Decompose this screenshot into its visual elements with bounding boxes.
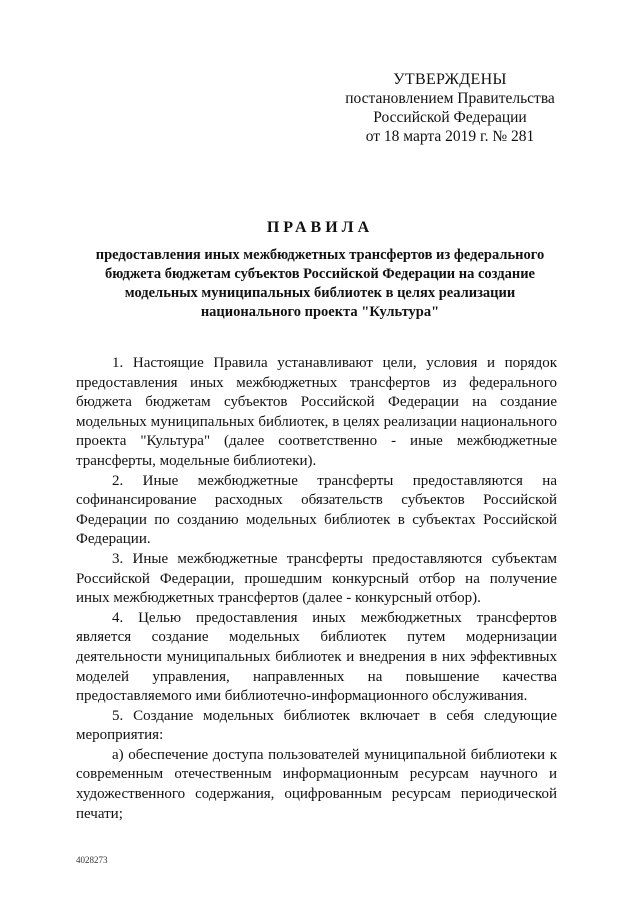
approval-heading: УТВЕРЖДЕНЫ — [393, 71, 507, 88]
document-code: 4028273 — [76, 855, 108, 865]
document-title: ПРАВИЛА — [266, 219, 374, 236]
document-subtitle: предоставления иных межбюджетных трансфертов из федерального бюджета бюджетам субъектов Российской Федерации на создание модельных муниципальных библиотек в целях реализации национального проекта "Культура" — [95, 247, 545, 320]
approval-date-line: от 18 марта 2019 г. № 281 — [365, 128, 535, 145]
paragraph-2: 2. Иные межбюджетные трансферты предоставляются на софинансирование расходных обязательств субъектов Российской Федерации по созданию модельных библиотек в субъектах Российской Федерации. — [76, 472, 557, 548]
approval-government-line: Российской Федерации — [373, 109, 527, 126]
document-body — [76, 354, 557, 824]
approval-decree-line: постановлением Правительства — [345, 90, 555, 107]
paragraph-5a: а) обеспечение доступа пользователей муниципальной библиотеки к современным отечественным информационным ресурсам научного и художественного содержания, оцифрованным ресурсам периодической печати; — [76, 746, 557, 822]
paragraph-4: 4. Целью предоставления иных межбюджетных трансфертов является создание модельных библиотек путем модернизации деятельности муниципальных библиотек и внедрения в них эффективных моделей управления, направленных на повышение качества предоставляемого ими библиотечно-информационного обслуживания. — [76, 609, 557, 705]
paragraph-5: 5. Создание модельных библиотек включает в себя следующие мероприятия: — [76, 707, 557, 744]
approval-stamp — [330, 70, 570, 146]
paragraph-1: 1. Настоящие Правила устанавливают цели, условия и порядок предоставления иных межбюджетных трансфертов из федерального бюджета бюджетам субъектов Российской Федерации на создание модельных муниципальных библиотек, в целях реализации национального проекта "Культура" (далее соответственно - иные межбюджетные трансферты, модельные библиотеки). — [76, 355, 557, 469]
paragraph-3: 3. Иные межбюджетные трансферты предоставляются субъектам Российской Федерации, прошедшим конкурсный отбор на получение иных межбюджетных трансфертов (далее - конкурсный отбор). — [76, 550, 557, 607]
